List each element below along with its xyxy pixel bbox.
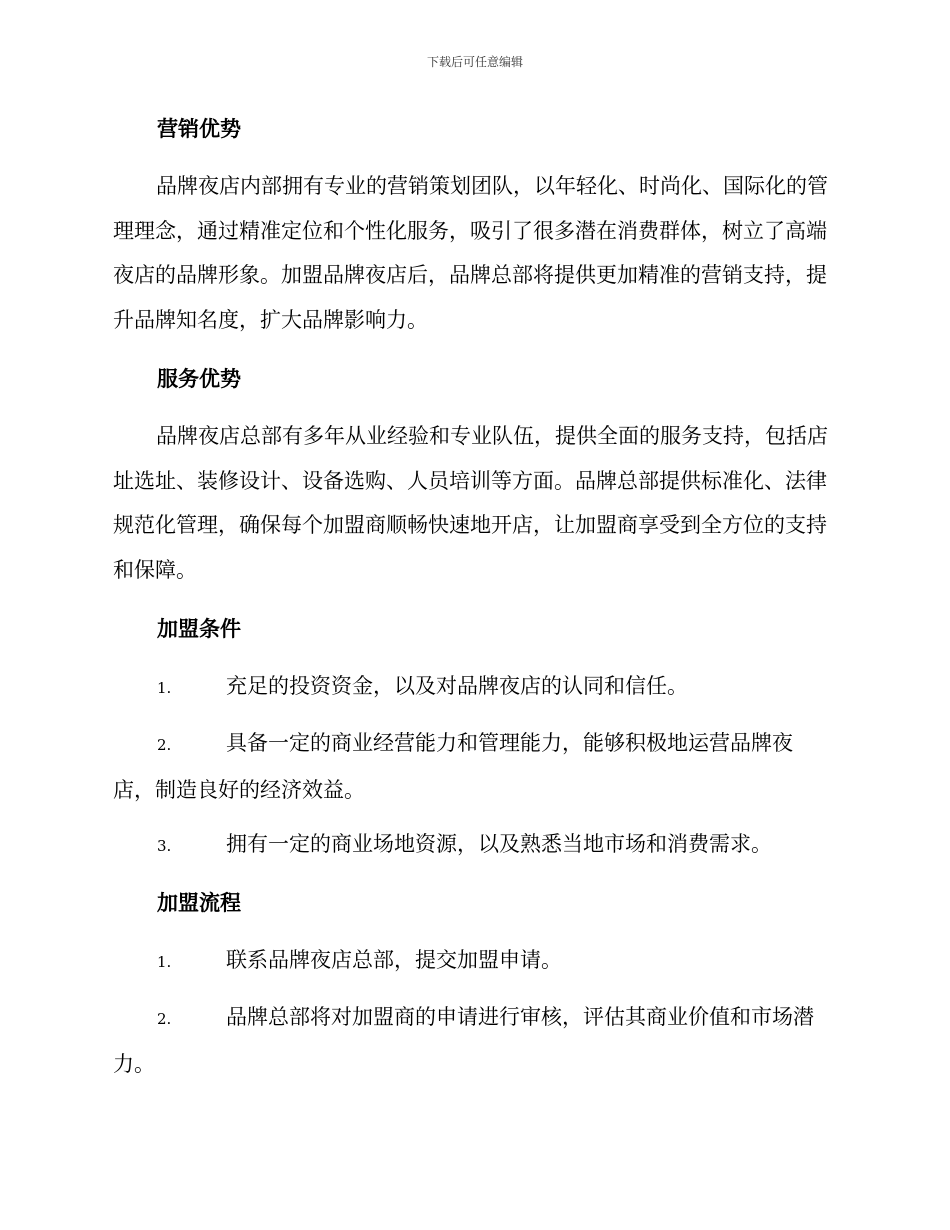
section-heading-conditions: 加盟条件 <box>157 617 241 641</box>
section-heading-marketing: 营销优势 <box>157 117 241 141</box>
list-item-text: 具备一定的商业经营能力和管理能力，能够积极地运营品牌夜店，制造良好的经济效益。 <box>113 731 793 802</box>
section-paragraph-service: 品牌夜店总部有多年从业经验和专业队伍，提供全面的服务支持，包括店址选址、装修设计、设备选购、人员培训等方面。品牌总部提供标准化、法律规范化管理，确保每个加盟商顺畅快速地开店，让加盟商享受到全方位的支持和保障。 <box>113 424 828 582</box>
list-item-number: 1. <box>157 679 172 697</box>
section-heading-process: 加盟流程 <box>157 891 241 915</box>
list-item-number: 2. <box>157 736 172 754</box>
list-item-text: 充足的投资资金，以及对品牌夜店的认同和信任。 <box>226 674 688 698</box>
list-item-number: 2. <box>157 1010 172 1028</box>
list-item <box>113 721 833 812</box>
list-item <box>113 822 833 869</box>
section-paragraph-marketing: 品牌夜店内部拥有专业的营销策划团队，以年轻化、时尚化、国际化的管理理念，通过精准定位和个性化服务，吸引了很多潜在消费群体，树立了高端夜店的品牌形象。加盟品牌夜店后，品牌总部将提供更加精准的营销支持，提升品牌知名度，扩大品牌影响力。 <box>113 174 828 332</box>
list-item <box>113 664 833 711</box>
list-item <box>113 995 833 1086</box>
list-item-text: 联系品牌夜店总部，提交加盟申请。 <box>226 948 562 972</box>
section-heading-service: 服务优势 <box>157 367 241 391</box>
list-item-text: 拥有一定的商业场地资源，以及熟悉当地市场和消费需求。 <box>226 832 772 856</box>
page-header: 下载后可任意编辑 <box>426 55 523 69</box>
list-item-number: 1. <box>157 953 172 971</box>
list-item-text: 品牌总部将对加盟商的申请进行审核，评估其商业价值和市场潜力。 <box>113 1005 814 1076</box>
list-item <box>113 938 833 985</box>
list-item-number: 3. <box>157 837 172 855</box>
